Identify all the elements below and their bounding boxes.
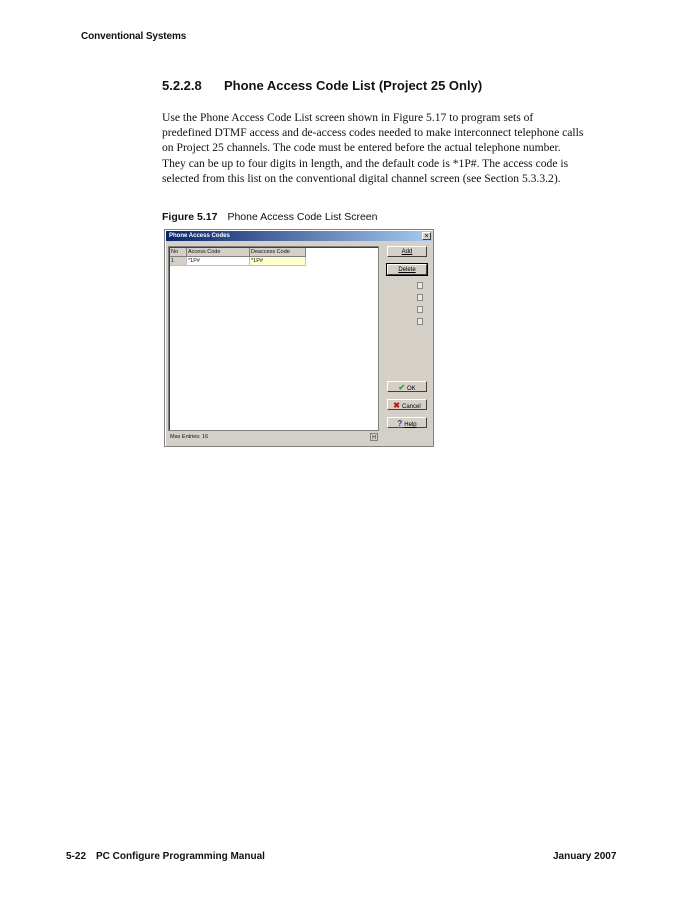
- footer-date: January 2007: [553, 851, 617, 862]
- deaccess-code-cell[interactable]: *1P#: [250, 257, 306, 266]
- cancel-button[interactable]: [387, 399, 427, 410]
- export-icon[interactable]: [417, 318, 423, 325]
- delete-button-label: Delete: [398, 267, 416, 273]
- manual-title: PC Configure Programming Manual: [96, 851, 265, 862]
- table-row[interactable]: [170, 257, 306, 266]
- column-header-deaccess-code[interactable]: Deaccess Code: [250, 248, 306, 257]
- body-line: selected from this list on the conventional digital channel screen (see Section 5.3.3.2).: [162, 171, 561, 185]
- phone-access-codes-dialog: [164, 229, 434, 447]
- body-line: They can be up to four digits in length, and the default code is *1P#. The access code is: [162, 156, 569, 170]
- help-button[interactable]: [387, 417, 427, 428]
- ok-button-label: OK: [407, 386, 416, 392]
- cancel-button-label: Cancel: [402, 404, 421, 410]
- copy-icon[interactable]: [417, 282, 423, 289]
- import-icon[interactable]: [417, 306, 423, 313]
- body-line: Use the Phone Access Code List screen shown in Figure 5.17 to program sets of: [162, 111, 534, 124]
- grid-header: [170, 248, 306, 257]
- status-bar: Max Entries: 16: [170, 434, 209, 440]
- question-mark-icon: ?: [397, 419, 403, 428]
- access-code-cell[interactable]: *1P#: [187, 257, 250, 266]
- column-header-no[interactable]: No: [170, 248, 187, 257]
- ok-button[interactable]: [387, 381, 427, 392]
- dialog-title: Phone Access Codes: [169, 233, 230, 239]
- dialog-titlebar: [166, 231, 432, 241]
- figure-caption: [162, 211, 377, 223]
- column-header-access-code[interactable]: Access Code: [187, 248, 250, 257]
- page-number: 5-22: [66, 851, 87, 862]
- section-number: 5.2.2.8: [162, 78, 202, 93]
- running-header: Conventional Systems: [81, 31, 187, 42]
- delete-button[interactable]: [387, 264, 427, 275]
- close-button[interactable]: ×: [422, 232, 431, 240]
- add-button-label: Add: [401, 249, 413, 255]
- add-button[interactable]: [387, 246, 427, 257]
- body-line: on Project 25 channels. The code must be entered before the actual telephone number.: [162, 141, 561, 155]
- access-code-grid[interactable]: [168, 246, 379, 431]
- section-title: Phone Access Code List (Project 25 Only): [224, 78, 483, 93]
- section-heading: [162, 78, 482, 93]
- body-paragraph: [162, 110, 622, 186]
- cancel-x-icon: ✖: [393, 401, 400, 410]
- figure-label: Figure 5.17: [162, 211, 218, 223]
- body-line: predefined DTMF access and de-access codes needed to make interconnect telephone calls: [162, 126, 584, 140]
- figure-caption-text: Phone Access Code List Screen: [227, 211, 378, 223]
- paste-icon[interactable]: [417, 294, 423, 301]
- footer-left: [66, 851, 265, 862]
- row-number-cell[interactable]: 1: [170, 257, 187, 266]
- help-button-label: Help: [404, 422, 417, 428]
- status-indicator: H: [370, 433, 378, 441]
- checkmark-icon: ✔: [398, 383, 406, 392]
